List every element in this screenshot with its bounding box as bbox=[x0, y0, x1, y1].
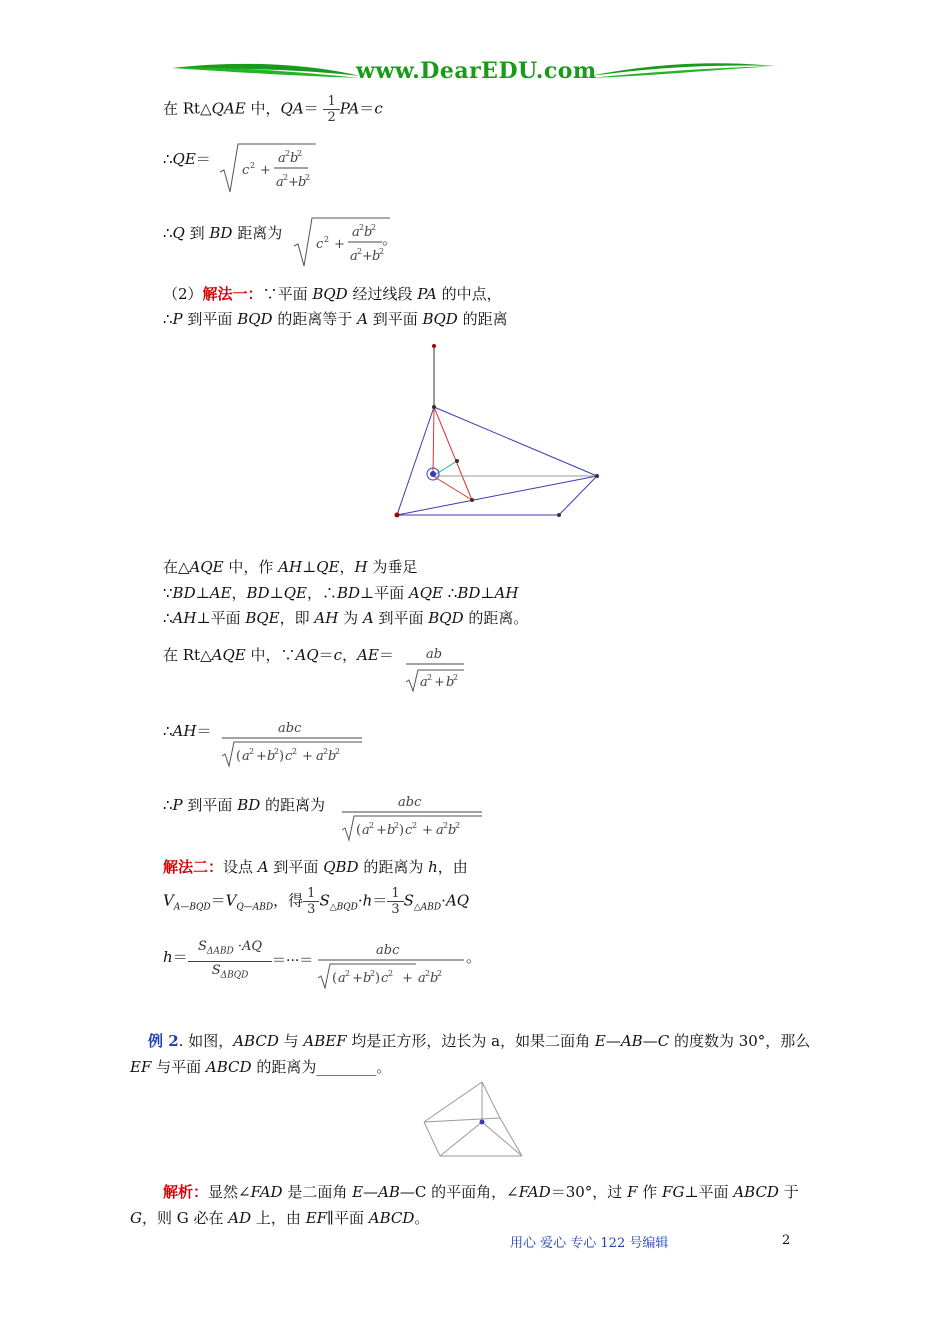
line-7: ∵BD⊥AE，BD⊥QE，∴BD⊥平面 AQE ∴BD⊥AH bbox=[163, 584, 519, 602]
line-14: h＝ bbox=[163, 948, 188, 966]
line-2: ∴QE＝ bbox=[163, 150, 211, 168]
svg-text:a: a bbox=[338, 971, 346, 986]
svg-text:b: b bbox=[290, 151, 299, 166]
analysis: 解析：显然∠FAD 是二面角 E—AB—C 的平面角，∠FAD＝30°，过 F 作 FG⊥平面 ABCD 于 G，则 G 必在 AD 上，由 EF∥平面 ABCD。 bbox=[130, 1183, 799, 1227]
svg-text:): ) bbox=[279, 749, 285, 764]
site-header bbox=[170, 54, 780, 94]
fraction-third-2: $\frac{1}{3}$ bbox=[387, 886, 403, 917]
figure-dihedral bbox=[420, 1078, 530, 1164]
line-3: ∴Q 到 BD 距离为 bbox=[163, 224, 283, 242]
svg-text:ab: ab bbox=[426, 647, 443, 662]
svg-text:+: + bbox=[376, 823, 387, 838]
formula-h-final bbox=[316, 938, 468, 994]
line-4: （2）解法一：∵平面 BQD 经过线段 PA 的中点， bbox=[163, 285, 502, 303]
svg-text:+: + bbox=[302, 749, 313, 764]
svg-text:b: b bbox=[267, 749, 276, 764]
svg-text:2: 2 bbox=[324, 235, 330, 244]
svg-text:b: b bbox=[446, 675, 455, 690]
svg-text:2: 2 bbox=[357, 247, 363, 256]
svg-text:a: a bbox=[242, 749, 250, 764]
svg-text:b: b bbox=[328, 749, 337, 764]
svg-text:a: a bbox=[276, 175, 284, 190]
svg-text:(: ( bbox=[356, 823, 362, 838]
svg-text:2: 2 bbox=[292, 747, 298, 756]
svg-text:a: a bbox=[352, 225, 360, 240]
svg-text:c: c bbox=[285, 749, 293, 764]
svg-text:2: 2 bbox=[297, 149, 303, 158]
svg-text:2: 2 bbox=[323, 747, 329, 756]
figure-pyramid bbox=[385, 340, 605, 529]
svg-text:2: 2 bbox=[371, 223, 377, 232]
svg-text:2: 2 bbox=[274, 747, 280, 756]
svg-text:): ) bbox=[375, 971, 381, 986]
formula-p-distance bbox=[340, 790, 486, 846]
svg-text:abc: abc bbox=[398, 795, 422, 810]
svg-text:+: + bbox=[334, 237, 345, 252]
svg-text:a: a bbox=[316, 749, 324, 764]
svg-text:(: ( bbox=[236, 749, 242, 764]
svg-text:b: b bbox=[298, 175, 307, 190]
svg-text:+: + bbox=[422, 823, 433, 838]
period-mark: 。 bbox=[382, 230, 398, 248]
svg-text:2: 2 bbox=[305, 173, 311, 182]
svg-text:2: 2 bbox=[379, 247, 385, 256]
svg-text:abc: abc bbox=[376, 943, 400, 958]
svg-text:+: + bbox=[256, 749, 267, 764]
line-9: 在 Rt△AQE 中，∵AQ＝c，AE＝ bbox=[163, 646, 394, 664]
svg-text:2: 2 bbox=[425, 969, 431, 978]
svg-text:2: 2 bbox=[345, 969, 351, 978]
svg-text:a: a bbox=[350, 249, 358, 264]
svg-text:2: 2 bbox=[283, 173, 289, 182]
line-12: 解法二：设点 A 到平面 QBD 的距离为 h，由 bbox=[163, 858, 468, 876]
svg-text:(: ( bbox=[332, 971, 338, 986]
svg-text:b: b bbox=[448, 823, 457, 838]
line-5: ∴P 到平面 BQD 的距离等于 A 到平面 BQD 的距离 bbox=[163, 310, 508, 328]
formula-ah bbox=[220, 716, 366, 772]
svg-text:2: 2 bbox=[285, 149, 291, 158]
page-number: 2 bbox=[782, 1233, 791, 1248]
svg-text:b: b bbox=[372, 249, 381, 264]
line-8: ∴AH⊥平面 BQE，即 AH 为 A 到平面 BQD 的距离。 bbox=[163, 609, 529, 627]
svg-text:b: b bbox=[364, 225, 373, 240]
site-url[interactable]: www.DearEDU.com bbox=[356, 58, 597, 84]
line-11: ∴P 到平面 BD 的距离为 bbox=[163, 796, 326, 814]
svg-text:+: + bbox=[260, 163, 271, 178]
formula-h-ratio: $S_{\Delta ABD} \cdot AQ$ $S_{\Delta BQD}$ bbox=[188, 938, 272, 984]
svg-text:2: 2 bbox=[335, 747, 341, 756]
svg-text:+: + bbox=[352, 971, 363, 986]
svg-text:a: a bbox=[420, 675, 428, 690]
svg-text:2: 2 bbox=[394, 821, 400, 830]
line-1: 在 Rt△QAE 中，QA＝ $\frac{1}{2}$ PA＝c bbox=[163, 94, 383, 125]
svg-text:a: a bbox=[436, 823, 444, 838]
svg-text:+: + bbox=[402, 971, 413, 986]
fraction-third: $\frac{1}{3}$ bbox=[303, 886, 319, 917]
svg-text:2: 2 bbox=[427, 673, 433, 682]
svg-text:a: a bbox=[418, 971, 426, 986]
svg-text:+: + bbox=[362, 249, 373, 264]
svg-text:2: 2 bbox=[453, 673, 459, 682]
svg-text:c: c bbox=[405, 823, 413, 838]
svg-text:2: 2 bbox=[443, 821, 449, 830]
line-10: ∴AH＝ bbox=[163, 722, 212, 740]
svg-text:b: b bbox=[387, 823, 396, 838]
example-2: 例 2. 如图，ABCD 与 ABEF 均是正方形，边长为 a，如果二面角 E—AB—C 的度数为 30°，那么 EF 与平面 ABCD 的距离为________。 bbox=[130, 1032, 811, 1076]
svg-text:b: b bbox=[430, 971, 439, 986]
svg-text:a: a bbox=[362, 823, 370, 838]
svg-text:c: c bbox=[242, 163, 250, 178]
period-mark-2: 。 bbox=[466, 948, 482, 966]
svg-text:+: + bbox=[434, 675, 445, 690]
svg-text:+: + bbox=[288, 175, 299, 190]
svg-text:2: 2 bbox=[388, 969, 394, 978]
svg-text:2: 2 bbox=[369, 821, 375, 830]
line-6: 在△AQE 中，作 AH⊥QE，H 为垂足 bbox=[163, 558, 418, 576]
formula-qe bbox=[218, 140, 318, 200]
line-13: $V_{A—BQD}=V_{Q—ABD}$，得 $\frac{1}{3}$ $S_{\triangle BQD}\cdot h=$ $\frac{1}{3}$ $S_{\triangle ABD}\cdot AQ$ bbox=[163, 886, 470, 917]
svg-text:2: 2 bbox=[370, 969, 376, 978]
equal-dots: ＝···＝ bbox=[272, 953, 314, 969]
svg-text:c: c bbox=[316, 237, 324, 252]
svg-text:2: 2 bbox=[359, 223, 365, 232]
formula-q-distance bbox=[292, 214, 392, 274]
svg-text:a: a bbox=[278, 151, 286, 166]
svg-text:b: b bbox=[363, 971, 372, 986]
formula-ae bbox=[404, 642, 468, 698]
svg-text:2: 2 bbox=[437, 969, 443, 978]
svg-text:2: 2 bbox=[412, 821, 418, 830]
svg-text:): ) bbox=[399, 823, 405, 838]
fraction-half: $\frac{1}{2}$ bbox=[323, 94, 339, 125]
svg-text:2: 2 bbox=[249, 747, 255, 756]
svg-text:abc: abc bbox=[278, 721, 302, 736]
svg-text:2: 2 bbox=[455, 821, 461, 830]
svg-text:c: c bbox=[381, 971, 389, 986]
footer-credit: 用心 爱心 专心 122 号编辑 bbox=[510, 1236, 669, 1251]
svg-text:2: 2 bbox=[250, 161, 256, 170]
